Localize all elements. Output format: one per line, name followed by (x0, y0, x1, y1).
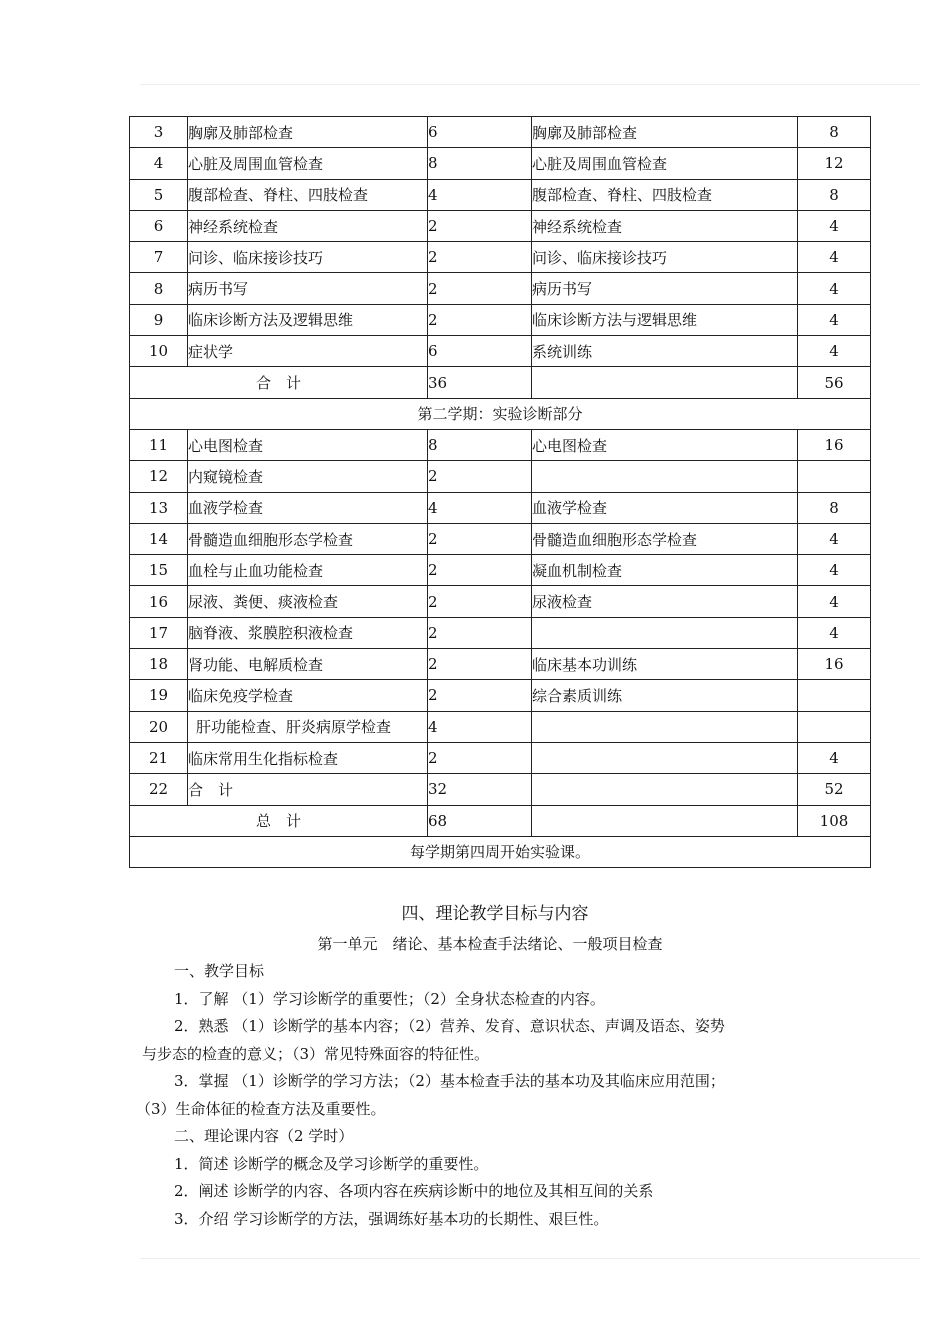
row-number: 21 (130, 742, 188, 773)
theory-topic: 尿液、粪便、痰液检查 (188, 586, 428, 617)
practice-hours (798, 711, 871, 742)
practice-hours: 4 (798, 742, 871, 773)
section2-title: 第二学期：实验诊断部分 (130, 398, 871, 429)
content-item-1: 1．简述 诊断学的概念及学习诊断学的重要性。 (174, 1154, 489, 1173)
practice-hours: 8 (798, 492, 871, 523)
theory-hours: 8 (428, 429, 532, 460)
practice-hours (798, 680, 871, 711)
practice-hours: 4 (798, 555, 871, 586)
theory-hours: 2 (428, 555, 532, 586)
row-number: 13 (130, 492, 188, 523)
theory-hours: 4 (428, 711, 532, 742)
practice-topic: 血液学检查 (532, 492, 798, 523)
table-row (130, 242, 871, 273)
practice-topic (532, 461, 798, 492)
section-header-row (130, 398, 871, 429)
theory-hours: 2 (428, 649, 532, 680)
theory-topic: 胸廓及肺部检查 (188, 117, 428, 148)
total-practice-hours: 108 (798, 805, 871, 836)
row-number: 6 (130, 210, 188, 241)
theory-hours: 2 (428, 742, 532, 773)
theory-hours: 2 (428, 304, 532, 335)
table-row (130, 273, 871, 304)
row22-practice-hours: 52 (798, 774, 871, 805)
practice-topic: 骨髓造血细胞形态学检查 (532, 523, 798, 554)
theory-hours: 2 (428, 273, 532, 304)
practice-topic: 尿液检查 (532, 586, 798, 617)
goal-master-line2: （3）生命体征的检查方法及重要性。 (136, 1099, 386, 1118)
theory-hours: 2 (428, 461, 532, 492)
course-hours-table (129, 116, 871, 868)
theory-topic: 症状学 (188, 336, 428, 367)
theory-topic: 腹部检查、脊柱、四肢检查 (188, 179, 428, 210)
practice-topic: 心脏及周围血管检查 (532, 148, 798, 179)
total-theory-hours: 68 (428, 805, 532, 836)
theory-topic: 临床免疫学检查 (188, 680, 428, 711)
total-row (130, 805, 871, 836)
table-row (130, 117, 871, 148)
practice-topic: 临床基本功训练 (532, 649, 798, 680)
total-label: 总 计 (130, 805, 428, 836)
theory-topic: 骨髓造血细胞形态学检查 (188, 523, 428, 554)
practice-topic (532, 711, 798, 742)
practice-hours: 4 (798, 304, 871, 335)
subtotal-row (130, 367, 871, 398)
content-item-3: 3．介绍 学习诊断学的方法，强调练好基本功的长期性、艰巨性。 (174, 1209, 609, 1228)
theory-hours: 2 (428, 210, 532, 241)
table-row (130, 523, 871, 554)
footnote-row (130, 836, 871, 867)
practice-hours: 4 (798, 210, 871, 241)
content-heading: 二、理论课内容（2 学时） (174, 1127, 354, 1145)
table-row (130, 649, 871, 680)
row-number: 11 (130, 429, 188, 460)
row-number: 5 (130, 179, 188, 210)
theory-hours: 6 (428, 117, 532, 148)
table-footnote: 每学期第四周开始实验课。 (130, 836, 871, 867)
row-number: 15 (130, 555, 188, 586)
theory-hours: 8 (428, 148, 532, 179)
theory-topic: 临床诊断方法及逻辑思维 (188, 304, 428, 335)
theory-topic: 心脏及周围血管检查 (188, 148, 428, 179)
table-row (130, 210, 871, 241)
theory-hours: 4 (428, 179, 532, 210)
row-number: 16 (130, 586, 188, 617)
theory-topic: 心电图检查 (188, 429, 428, 460)
table-row (130, 711, 871, 742)
row-number: 8 (130, 273, 188, 304)
row-number: 14 (130, 523, 188, 554)
theory-hours: 2 (428, 586, 532, 617)
row-number: 9 (130, 304, 188, 335)
practice-topic: 神经系统检查 (532, 210, 798, 241)
table-row (130, 680, 871, 711)
theory-topic: 内窥镜检查 (188, 461, 428, 492)
semester2-rows (130, 429, 871, 773)
table-row (130, 179, 871, 210)
practice-topic: 综合素质训练 (532, 680, 798, 711)
subtotal-practice-hours: 56 (798, 367, 871, 398)
practice-topic: 病历书写 (532, 273, 798, 304)
section-heading: 四、理论教学目标与内容 (401, 904, 589, 924)
row-22 (130, 774, 871, 805)
theory-topic: 病历书写 (188, 273, 428, 304)
goal-understand: 1．了解 （1）学习诊断学的重要性；（2）全身状态检查的内容。 (174, 989, 605, 1008)
row-number: 19 (130, 680, 188, 711)
theory-hours: 2 (428, 242, 532, 273)
content-item-2: 2．阐述 诊断学的内容、各项内容在疾病诊断中的地位及其相互间的关系 (174, 1182, 654, 1200)
theory-hours: 6 (428, 336, 532, 367)
practice-topic: 系统训练 (532, 336, 798, 367)
theory-topic: 肝功能检查、肝炎病原学检查 (188, 711, 428, 742)
theory-hours: 4 (428, 492, 532, 523)
row22-empty-cell (532, 774, 798, 805)
row-number: 12 (130, 461, 188, 492)
practice-topic: 凝血机制检查 (532, 555, 798, 586)
practice-topic (532, 742, 798, 773)
footer-rule (140, 1258, 920, 1259)
unit-title: 第一单元 绪论、基本检查手法绪论、一般项目检查 (317, 935, 663, 953)
row-number: 17 (130, 617, 188, 648)
table-row (130, 492, 871, 523)
practice-hours (798, 461, 871, 492)
practice-topic: 腹部检查、脊柱、四肢检查 (532, 179, 798, 210)
practice-hours: 8 (798, 179, 871, 210)
table-row (130, 336, 871, 367)
table-row (130, 586, 871, 617)
row22-label: 合 计 (188, 774, 428, 805)
practice-topic: 心电图检查 (532, 429, 798, 460)
table-row (130, 555, 871, 586)
practice-hours: 4 (798, 523, 871, 554)
practice-hours: 12 (798, 148, 871, 179)
theory-topic: 问诊、临床接诊技巧 (188, 242, 428, 273)
practice-topic: 问诊、临床接诊技巧 (532, 242, 798, 273)
table-row (130, 429, 871, 460)
table-row (130, 742, 871, 773)
theory-hours: 2 (428, 680, 532, 711)
row-number: 18 (130, 649, 188, 680)
subtotal-empty-cell (532, 367, 798, 398)
theory-topic: 血液学检查 (188, 492, 428, 523)
practice-hours: 8 (798, 117, 871, 148)
practice-hours: 4 (798, 586, 871, 617)
row-number: 4 (130, 148, 188, 179)
theory-hours: 2 (428, 523, 532, 554)
practice-topic: 胸廓及肺部检查 (532, 117, 798, 148)
row22-theory-hours: 32 (428, 774, 532, 805)
theory-topic: 肾功能、电解质检查 (188, 649, 428, 680)
row-number: 10 (130, 336, 188, 367)
goals-heading: 一、教学目标 (174, 962, 265, 980)
theory-topic: 脑脊液、浆膜腔积液检查 (188, 617, 428, 648)
theory-topic: 血栓与止血功能检查 (188, 555, 428, 586)
semester1-rows (130, 117, 871, 367)
practice-hours: 4 (798, 336, 871, 367)
practice-hours: 4 (798, 242, 871, 273)
subtotal-label: 合 计 (130, 367, 428, 398)
theory-hours: 2 (428, 617, 532, 648)
practice-topic (532, 617, 798, 648)
goal-familiar-line2: 与步态的检查的意义；（3）常见特殊面容的特征性。 (142, 1044, 490, 1063)
row-number: 22 (130, 774, 188, 805)
row-number: 7 (130, 242, 188, 273)
table-row (130, 617, 871, 648)
practice-hours: 16 (798, 429, 871, 460)
theory-teaching-section (0, 898, 950, 1233)
total-empty-cell (532, 805, 798, 836)
theory-topic: 临床常用生化指标检查 (188, 742, 428, 773)
subtotal-theory-hours: 36 (428, 367, 532, 398)
practice-hours: 4 (798, 617, 871, 648)
row-number: 20 (130, 711, 188, 742)
theory-topic: 神经系统检查 (188, 210, 428, 241)
goal-master-line1: 3．掌握 （1）诊断学的学习方法；（2）基本检查手法的基本功及其临床应用范围； (174, 1072, 725, 1090)
practice-hours: 4 (798, 273, 871, 304)
row-number: 3 (130, 117, 188, 148)
table-row (130, 461, 871, 492)
table-row (130, 148, 871, 179)
table-row (130, 304, 871, 335)
practice-topic: 临床诊断方法与逻辑思维 (532, 304, 798, 335)
practice-hours: 16 (798, 649, 871, 680)
goal-familiar-line1: 2．熟悉 （1）诊断学的基本内容；（2）营养、发育、意识状态、声调及语态、姿势 (174, 1017, 725, 1035)
header-rule (140, 84, 920, 85)
